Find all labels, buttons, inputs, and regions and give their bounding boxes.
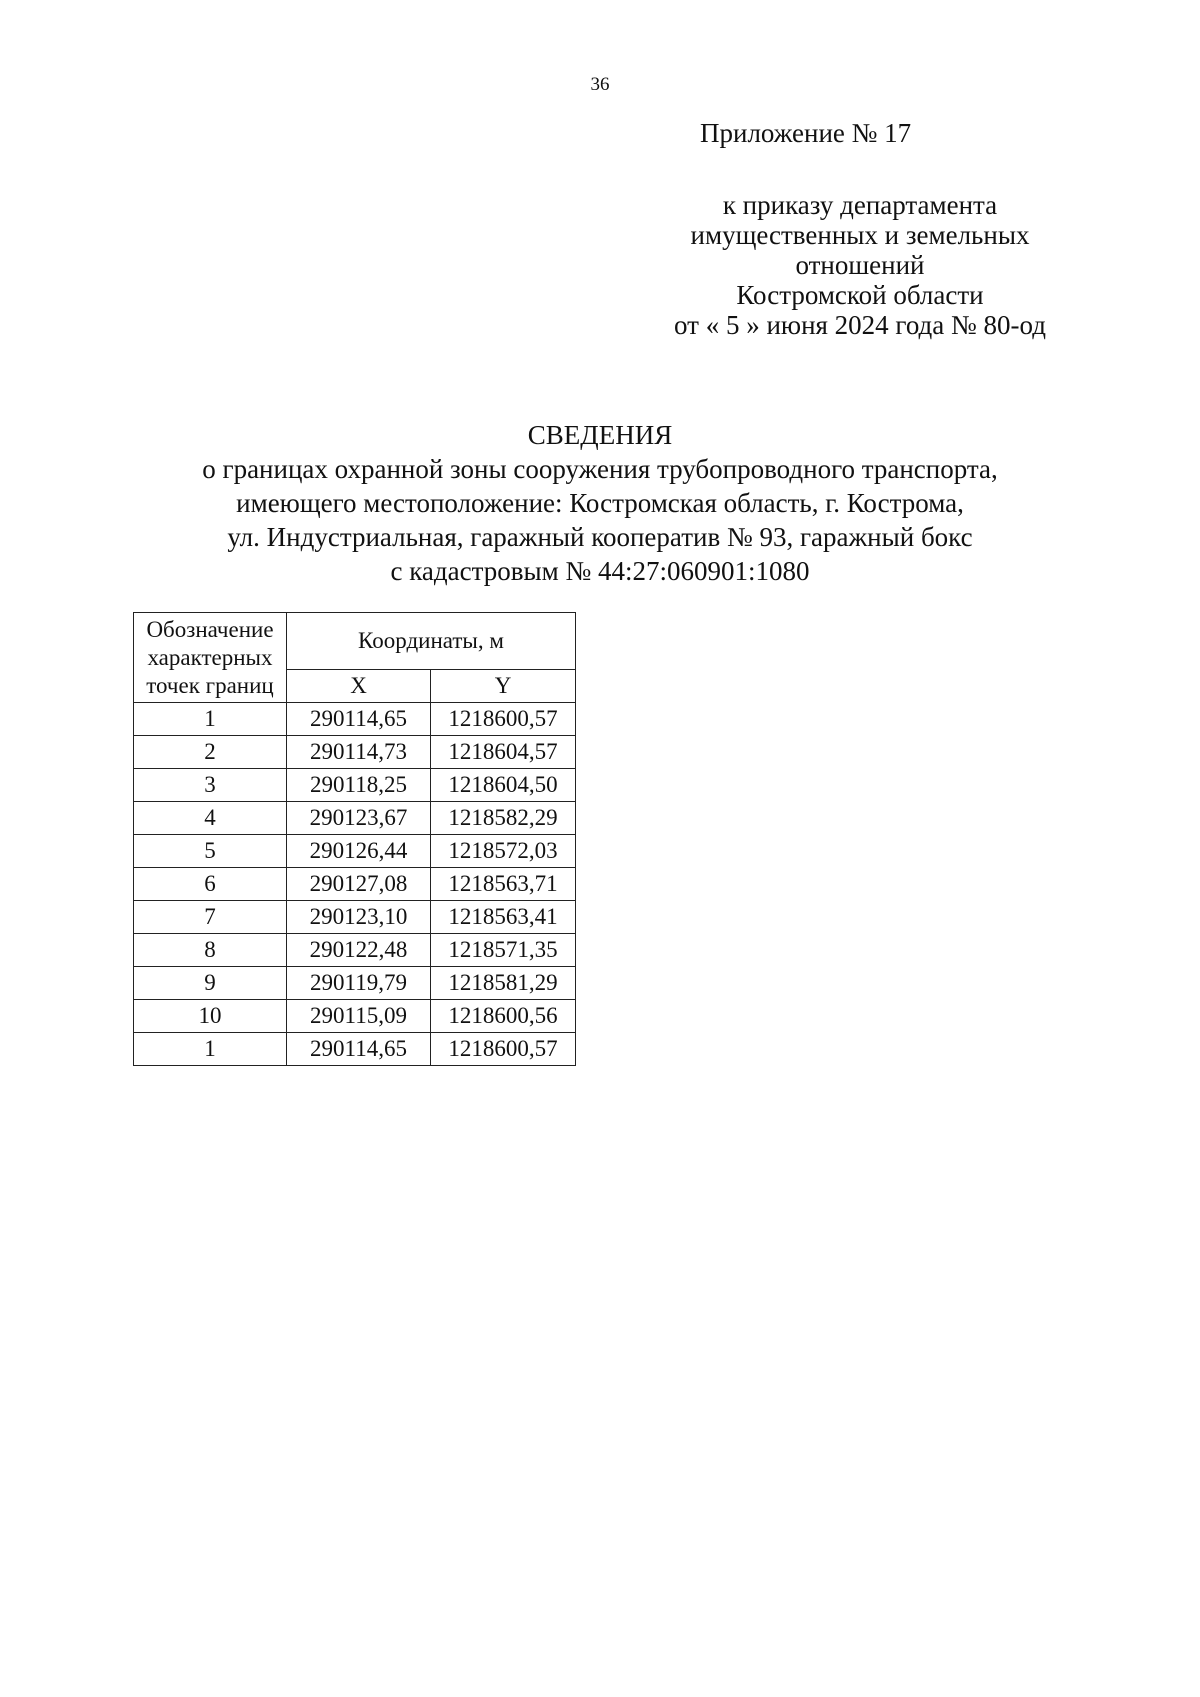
cell-x: 290119,79 — [287, 967, 431, 1000]
table-row — [134, 703, 576, 736]
order-reference — [600, 190, 1120, 340]
table-row — [134, 769, 576, 802]
table-row — [134, 736, 576, 769]
cell-point: 5 — [134, 835, 287, 868]
page-number: 36 — [590, 74, 610, 95]
cell-point: 9 — [134, 967, 287, 1000]
appendix-title: Приложение № 17 — [700, 118, 912, 148]
cell-x: 290114,65 — [287, 1033, 431, 1066]
order-reference-line: от « 5 » июня 2024 года № 80-од — [674, 310, 1046, 340]
cell-x: 290122,48 — [287, 934, 431, 967]
cell-x: 290114,65 — [287, 703, 431, 736]
document-subtitle-line: о границах охранной зоны сооружения трубопроводного транспорта, — [202, 454, 998, 484]
cell-point: 7 — [134, 901, 287, 934]
table-row — [134, 802, 576, 835]
cell-y: 1218604,50 — [431, 769, 576, 802]
table-row — [134, 1000, 576, 1033]
cell-x: 290127,08 — [287, 868, 431, 901]
header-point-line: характерных — [147, 644, 273, 670]
table-row — [134, 934, 576, 967]
cell-x: 290114,73 — [287, 736, 431, 769]
cell-y: 1218563,41 — [431, 901, 576, 934]
cell-y: 1218582,29 — [431, 802, 576, 835]
document-subtitle-line: ул. Индустриальная, гаражный кооператив № 93, гаражный бокс — [227, 522, 973, 552]
cell-y: 1218600,56 — [431, 1000, 576, 1033]
table-row — [134, 835, 576, 868]
cell-point: 1 — [134, 703, 287, 736]
document-heading — [0, 418, 1200, 588]
document-title: СВЕДЕНИЯ — [527, 420, 673, 450]
cell-point: 10 — [134, 1000, 287, 1033]
header-coordinates: Координаты, м — [287, 613, 576, 670]
header-y: Y — [431, 670, 576, 703]
header-point-designation — [134, 613, 287, 703]
cell-y: 1218563,71 — [431, 868, 576, 901]
order-reference-line: Костромской области — [736, 280, 984, 310]
cell-point: 2 — [134, 736, 287, 769]
coordinates-table — [133, 612, 576, 1066]
cell-y: 1218600,57 — [431, 1033, 576, 1066]
cell-x: 290126,44 — [287, 835, 431, 868]
table-row — [134, 967, 576, 1000]
cell-y: 1218604,57 — [431, 736, 576, 769]
header-point-line: точек границ — [146, 672, 274, 698]
cell-y: 1218571,35 — [431, 934, 576, 967]
cell-point: 1 — [134, 1033, 287, 1066]
cell-point: 6 — [134, 868, 287, 901]
cell-y: 1218600,57 — [431, 703, 576, 736]
coordinates-table-body — [134, 703, 576, 1066]
document-subtitle-line: с кадастровым № 44:27:060901:1080 — [390, 556, 810, 586]
order-reference-line: имущественных и земельных — [690, 220, 1030, 250]
cell-x: 290123,67 — [287, 802, 431, 835]
cell-point: 4 — [134, 802, 287, 835]
cell-x: 290115,09 — [287, 1000, 431, 1033]
cell-x: 290118,25 — [287, 769, 431, 802]
cell-y: 1218581,29 — [431, 967, 576, 1000]
cell-y: 1218572,03 — [431, 835, 576, 868]
cell-x: 290123,10 — [287, 901, 431, 934]
cell-point: 8 — [134, 934, 287, 967]
cell-point: 3 — [134, 769, 287, 802]
table-row — [134, 901, 576, 934]
order-reference-line: отношений — [795, 250, 925, 280]
document-subtitle-line: имеющего местоположение: Костромская область, г. Кострома, — [236, 488, 964, 518]
order-reference-line: к приказу департамента — [722, 190, 998, 220]
header-point-line: Обозначение — [146, 616, 274, 642]
table-row — [134, 868, 576, 901]
table-row — [134, 1033, 576, 1066]
header-x: X — [287, 670, 431, 703]
